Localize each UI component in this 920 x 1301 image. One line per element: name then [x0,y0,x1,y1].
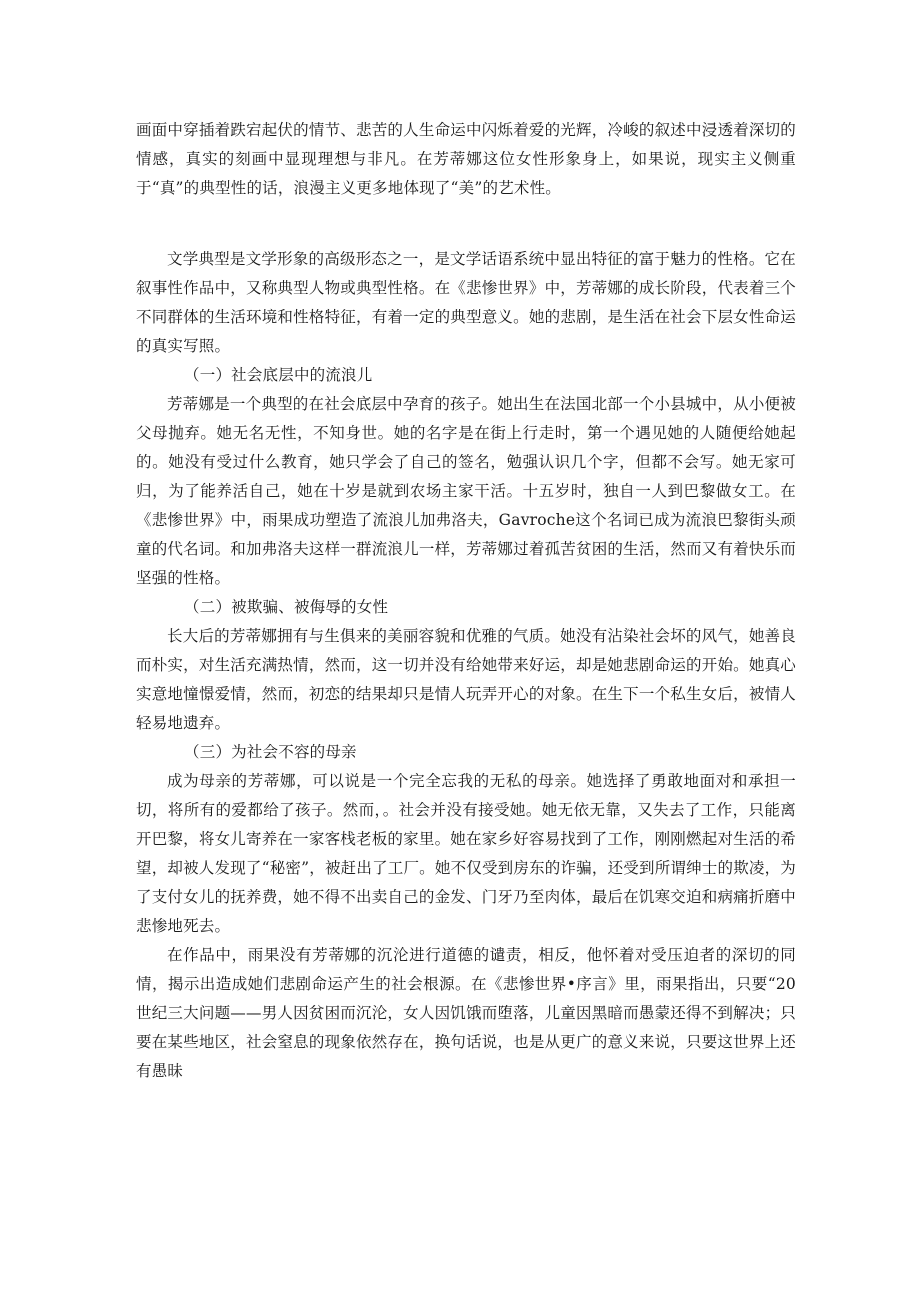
paragraph-social-roots: 在作品中，雨果没有芳蒂娜的沉沦进行道德的谴责，相反，他怀着对受压迫者的深切的同情，揭示出造成她们悲剧命运产生的社会根源。在《悲惨世界•序言》里，雨果指出，只要“20世纪三大问题——男人因贫困而沉沦，女人因饥饿而堕落，儿童因黑暗而愚蒙还得不到解决；只要在某些地区，社会窒息的现象依然存在，换句话说，也是从更广的意义来说，只要这世界上还有愚昧 [136,946,796,1080]
document-body [136,116,796,1086]
paragraph-street-child: 芳蒂娜是一个典型的在社会底层中孕育的孩子。她出生在法国北部一个小县城中，从小便被父母抛弃。她无名无性，不知身世。她的名字是在街上行走时，第一个遇见她的人随便给她起的。她没有受过什么教育，她只学会了自己的签名，勉强认识几个字，但都不会写。她无家可归，为了能养活自己，她在十岁是就到农场主家干活。十五岁时，独自一人到巴黎做女工。在《悲惨世界》中，雨果成功塑造了流浪儿加弗洛夫，Gavroche这个名词已成为流浪巴黎街头顽童的代名词。和加弗洛夫这样一群流浪儿一样，芳蒂娜过着孤苦贫困的生活，然而又有着快乐而坚强的性格。 [136,395,796,587]
section-heading-street-child: （一）社会底层中的流浪儿 [184,366,373,384]
paragraph-deceived-woman: 长大后的芳蒂娜拥有与生俱来的美丽容貌和优雅的气质。她没有沾染社会坏的风气，她善良而朴实，对生活充满热情，然而，这一切并没有给她带来好运，却是她悲剧命运的开始。她真心实意地憧憬爱情，然而，初恋的结果却只是情人玩弄开心的对象。在生下一个私生女后，被情人轻易地遗弃。 [136,627,796,732]
paragraph-intro: 画面中穿插着跌宕起伏的情节、悲苦的人生命运中闪烁着爱的光辉，冷峻的叙述中浸透着深切的情感，真实的刻画中显现理想与非凡。在芳蒂娜这位女性形象身上，如果说，现实主义侧重于“真”的典型性的话，浪漫主义更多地体现了“美”的艺术性。 [136,121,796,197]
section-heading-deceived-woman: （二）被欺骗、被侮辱的女性 [184,598,389,616]
section-heading-rejected-mother: （三）为社会不容的母亲 [184,743,357,761]
paragraph-literary-typicality: 文学典型是文学形象的高级形态之一，是文学话语系统中显出特征的富于魅力的性格。它在叙事性作品中，又称典型人物或典型性格。在《悲惨世界》中，芳蒂娜的成长阶段，代表着三个不同群体的生活环境和性格特征，有着一定的典型意义。她的悲剧，是生活在社会下层女性命运的真实写照。 [136,250,796,355]
paragraph-rejected-mother: 成为母亲的芳蒂娜，可以说是一个完全忘我的无私的母亲。她选择了勇敢地面对和承担一切，将所有的爱都给了孩子。然而，。社会并没有接受她。她无依无靠，又失去了工作，只能离开巴黎，将女儿寄养在一家客栈老板的家里。她在家乡好容易找到了工作，刚刚燃起对生活的希望，却被人发现了“秘密”，被赶出了工厂。她不仅受到房东的诈骗，还受到所谓绅士的欺凌，为了支付女儿的抚养费，她不得不出卖自己的金发、门牙乃至肉体，最后在饥寒交迫和病痛折磨中悲惨地死去。 [136,772,796,935]
